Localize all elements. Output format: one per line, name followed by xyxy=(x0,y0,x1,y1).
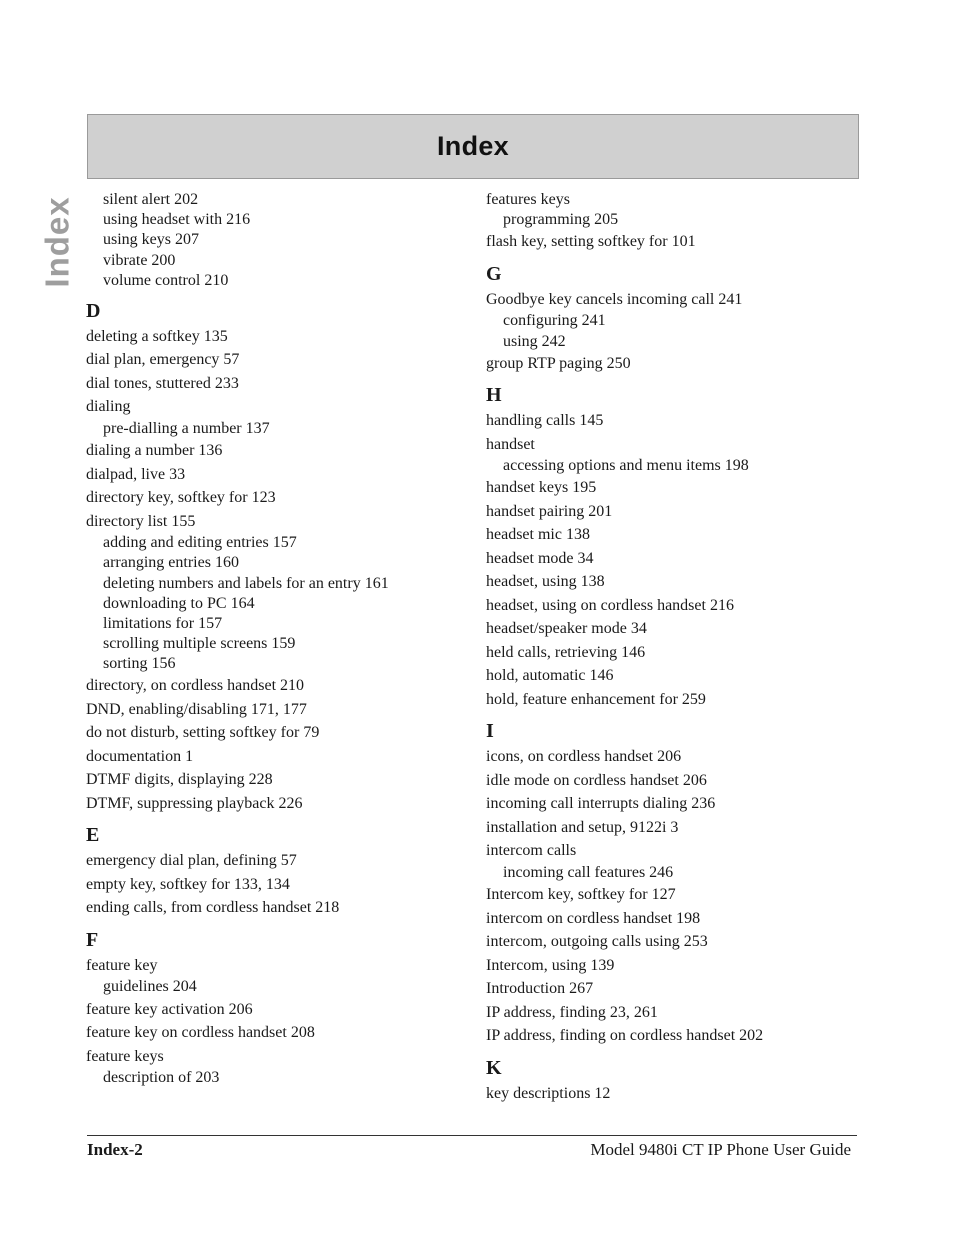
index-entry: idle mode on cordless handset 206 xyxy=(486,771,707,789)
index-entry: DTMF, suppressing playback 226 xyxy=(86,794,303,812)
index-entry: intercom calls xyxy=(486,842,577,860)
index-entry: features keys xyxy=(486,191,570,208)
index-entry: IP address, finding 23, 261 xyxy=(486,1003,658,1021)
index-letter-heading: I xyxy=(486,720,494,743)
index-subentry: deleting numbers and labels for an entry 161 xyxy=(103,574,389,592)
index-entry: directory list 155 xyxy=(86,512,196,530)
index-letter-heading: D xyxy=(86,299,101,322)
index-letter-heading: K xyxy=(486,1056,502,1079)
index-entry: held calls, retrieving 146 xyxy=(486,643,646,661)
index-entry: headset, using 138 xyxy=(486,573,605,591)
index-header-banner xyxy=(87,114,859,179)
index-entry: handset xyxy=(486,435,535,453)
index-entry: handling calls 145 xyxy=(486,412,604,430)
index-entry: directory key, softkey for 123 xyxy=(86,489,276,507)
index-entry: Goodbye key cancels incoming call 241 xyxy=(486,290,743,308)
index-entry: IP address, finding on cordless handset 202 xyxy=(486,1027,764,1045)
index-entry: headset mic 138 xyxy=(486,526,590,544)
index-column-right xyxy=(486,190,866,1105)
index-entry: feature key xyxy=(86,956,158,974)
index-entry: dialpad, live 33 xyxy=(86,465,186,483)
index-entry: incoming call interrupts dialing 236 xyxy=(486,795,716,813)
index-subentry: downloading to PC 164 xyxy=(103,594,255,612)
index-entry: do not disturb, setting softkey for 79 xyxy=(86,724,320,742)
index-subentry: vibrate 200 xyxy=(103,251,176,269)
footer-divider xyxy=(87,1135,857,1136)
index-entry: hold, automatic 146 xyxy=(486,667,614,685)
index-entry: intercom on cordless handset 198 xyxy=(486,909,701,927)
side-tab-label: Index xyxy=(39,196,77,288)
page-title: Index xyxy=(436,131,510,161)
index-entry: DTMF digits, displaying 228 xyxy=(86,771,273,789)
index-subentry: volume control 210 xyxy=(103,271,229,289)
index-entry: key descriptions 12 xyxy=(486,1084,611,1102)
index-entry: feature keys xyxy=(86,1047,164,1065)
side-tab xyxy=(38,192,78,292)
footer-page-label: Index-2 xyxy=(87,1140,143,1159)
index-column-left xyxy=(86,190,466,1088)
index-entry: installation and setup, 9122i 3 xyxy=(486,818,679,836)
index-entry: feature key activation 206 xyxy=(86,1000,253,1018)
index-entry: empty key, softkey for 133, 134 xyxy=(86,875,290,893)
index-subentry: adding and editing entries 157 xyxy=(103,534,297,552)
index-entry: headset, using on cordless handset 216 xyxy=(486,596,734,614)
index-entry: Intercom, using 139 xyxy=(486,956,615,974)
index-subentry: description of 203 xyxy=(103,1069,220,1087)
index-letter-heading: E xyxy=(86,824,100,847)
index-letter-heading: G xyxy=(486,262,502,285)
index-subentry: using keys 207 xyxy=(103,231,199,249)
index-entry: headset mode 34 xyxy=(486,549,594,567)
index-entry: flash key, setting softkey for 101 xyxy=(486,233,696,251)
index-entry: headset/speaker mode 34 xyxy=(486,620,647,638)
index-entry: icons, on cordless handset 206 xyxy=(486,748,682,766)
index-entry: intercom, outgoing calls using 253 xyxy=(486,933,708,951)
index-letter-heading: F xyxy=(86,928,99,951)
index-entry: dial plan, emergency 57 xyxy=(86,351,240,369)
index-entry: directory, on cordless handset 210 xyxy=(86,677,305,695)
index-entry: DND, enabling/disabling 171, 177 xyxy=(86,700,307,718)
index-subentry: pre-dialling a number 137 xyxy=(103,419,270,437)
index-entry: dialing a number 136 xyxy=(86,442,223,460)
index-entry: emergency dial plan, defining 57 xyxy=(86,852,297,870)
index-subentry: using 242 xyxy=(503,332,566,350)
index-subentry: limitations for 157 xyxy=(103,614,223,632)
index-entry: group RTP paging 250 xyxy=(486,354,631,372)
footer-guide-title: Model 9480i CT IP Phone User Guide xyxy=(590,1140,851,1159)
index-subentry: accessing options and menu items 198 xyxy=(503,457,749,475)
index-entry: deleting a softkey 135 xyxy=(86,327,228,345)
index-subentry: sorting 156 xyxy=(103,655,176,673)
index-subentry: scrolling multiple screens 159 xyxy=(103,635,296,653)
index-subentry: incoming call features 246 xyxy=(503,863,674,881)
index-entry: feature key on cordless handset 208 xyxy=(86,1024,315,1042)
index-subentry: configuring 241 xyxy=(503,312,606,330)
index-subentry: guidelines 204 xyxy=(103,978,197,996)
index-entry: dial tones, stuttered 233 xyxy=(86,374,239,392)
index-entry: Introduction 267 xyxy=(486,980,594,998)
index-entry: documentation 1 xyxy=(86,747,194,765)
index-entry: handset keys 195 xyxy=(486,479,597,497)
index-subentry: using headset with 216 xyxy=(103,211,251,229)
index-subentry: silent alert 202 xyxy=(103,191,199,208)
index-letter-heading: H xyxy=(486,384,502,407)
index-entry: hold, feature enhancement for 259 xyxy=(486,690,706,708)
index-entry: handset pairing 201 xyxy=(486,502,613,520)
index-subentry: programming 205 xyxy=(503,211,619,229)
index-subentry: arranging entries 160 xyxy=(103,554,239,572)
index-entry: ending calls, from cordless handset 218 xyxy=(86,899,340,917)
index-entry: Intercom key, softkey for 127 xyxy=(486,886,676,904)
index-entry: dialing xyxy=(86,398,131,416)
